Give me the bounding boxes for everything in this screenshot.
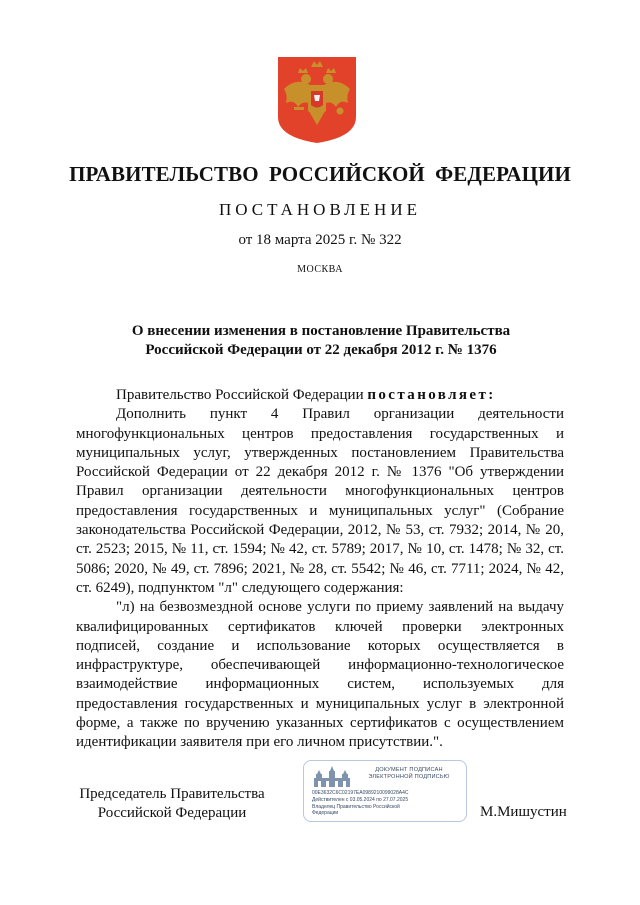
decree-body <box>76 386 564 753</box>
signatory-position <box>74 785 270 823</box>
body-paragraph-2: "л) на безвозмездной основе услуги по приему заявлений на выдачу квалифицированных сертификатов ключей проверки электронных подписей, создание и использование которых осуществляется в инфраструктуре, обеспечивающей информационно-технологическое взаимодействие информационных систем, используемых для предоставления государственных и муниципальных услуг в электронной форме, а также по вручению указанных сертификатов с осуществлением идентификации заявителя при его личном присутствии.". <box>76 599 564 751</box>
stamp-title-line-2: ЭЛЕКТРОННОЙ ПОДПИСЬЮ <box>368 774 450 780</box>
stamp-owner-line-2: Федерации <box>312 810 339 816</box>
stamp-validity: Действителен с 03.05.2024 по 27.07.2025 <box>312 797 409 803</box>
stamp-certificate: 00E3632C6C02197EA0989210099028A4C <box>312 790 409 796</box>
government-title: ПРАВИТЕЛЬСТВО РОССИЙСКОЙ ФЕДЕРАЦИИ <box>69 162 571 186</box>
intro-spaced-verb: постановляет: <box>367 387 496 403</box>
signatory-position-line-2: Российской Федерации <box>97 805 247 821</box>
decree-subject <box>80 322 562 360</box>
signatory-name: М.Мишустин <box>480 804 567 820</box>
stamp-owner-line-1: Владелец Правительство Российской <box>312 804 400 810</box>
russian-coat-of-arms-icon <box>276 55 358 145</box>
subject-line-2: Российской Федерации от 22 декабря 2012 г. № 1376 <box>145 342 497 358</box>
document-type: ПОСТАНОВЛЕНИЕ <box>218 200 421 219</box>
stamp-title-line-1: ДОКУМЕНТ ПОДПИСАН <box>375 767 443 773</box>
electronic-signature-stamp <box>303 760 467 822</box>
intro-paragraph <box>76 386 564 405</box>
signatory-position-line-1: Председатель Правительства <box>79 786 265 802</box>
stamp-title <box>354 767 464 781</box>
decree-date-number: от 18 марта 2025 г. № 322 <box>238 232 402 248</box>
body-paragraph-1: Дополнить пункт 4 Правил организации деятельности многофункциональных центров предоставления государственных и муниципальных услуг, утвержденных постановлением Правительства Российской Федерации от 22 декабря 2012 г. № 1376 "Об утверждении Правил организации деятельности многофункциональных центров предоставления государственных и муниципальных услуг" (Собрание законодательства Российской Федерации, 2012, № 53, ст. 7932; 2014, № 20, ст. 2523; 2015, № 11, ст. 1594; № 42, ст. 5789; 2017, № 10, ст. 1478; № 32, ст. 5086; 2020, № 49, ст. 7896; 2021, № 28, ст. 5542; № 46, ст. 7711; 2024, № 42, ст. 6249), подпунктом "л" следующего содержания: <box>76 406 564 596</box>
kremlin-building-icon <box>312 766 352 788</box>
city: МОСКВА <box>297 264 343 275</box>
intro-prefix: Правительство Российской Федерации <box>116 387 368 403</box>
subject-line-1: О внесении изменения в постановление Правительства <box>131 323 511 339</box>
